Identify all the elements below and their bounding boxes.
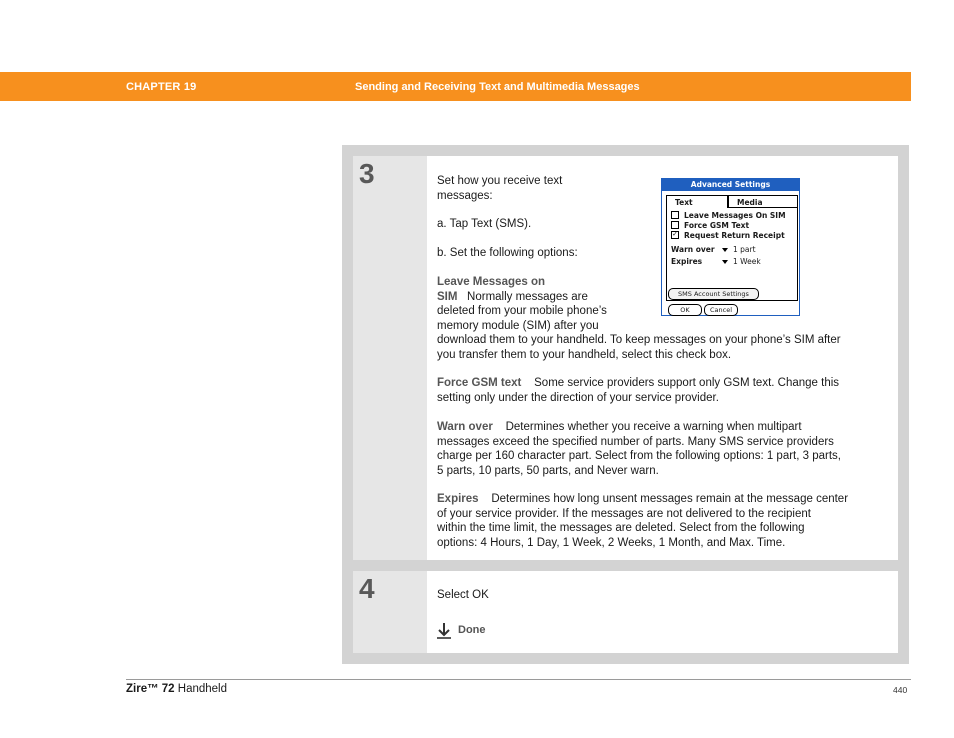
checkbox-return-receipt: ✓ Request Return Receipt <box>672 230 785 240</box>
checkbox-icon <box>671 221 679 229</box>
step-4-text: Select OK <box>437 589 489 601</box>
ok-button: OK <box>668 304 702 316</box>
step-number-column <box>353 156 427 560</box>
step-4 <box>353 571 898 653</box>
chapter-number: CHAPTER 19 <box>126 81 197 93</box>
step-number: 3 <box>359 158 375 189</box>
warn-over-label: Warn over <box>671 245 715 254</box>
force-gsm-option: Force GSM text Some service providers support only GSM text. Change this setting only under the direction of your service provider. <box>437 377 840 404</box>
checkbox-force-gsm: Force GSM Text <box>671 221 749 230</box>
step-3-intro: Set how you receive text messages: <box>437 175 563 202</box>
checkbox-leave-messages: Leave Messages On SIM <box>671 211 786 220</box>
step-number: 4 <box>359 573 375 604</box>
dropdown-arrow-icon <box>722 248 728 252</box>
dropdown-arrow-icon <box>722 260 728 264</box>
step-3-b: b. Set the following options: <box>437 247 578 259</box>
chapter-title: Sending and Receiving Text and Multimedia Messages <box>355 81 640 93</box>
done-label: Done <box>458 624 486 636</box>
footer-divider <box>126 679 911 680</box>
checkbox-checked-icon: ✓ <box>672 230 678 238</box>
option-term: Force GSM text <box>437 377 522 389</box>
expires-option: Expires Determines how long unsent messages remain at the message center of your service provider. If the messages are not delivered to the recipient within the time limit, the messages are deleted. Select from the following options: 4 Hours, 1 Day, 1 Week, 2 Weeks, 1 Month, and Max. Time. <box>437 493 849 549</box>
expires-label: Expires <box>671 257 703 266</box>
option-term: Expires <box>437 493 479 505</box>
page-number: 440 <box>893 685 908 695</box>
cancel-button: Cancel <box>704 304 738 316</box>
warn-over-value: 1 part <box>722 245 756 254</box>
down-arrow-icon <box>436 622 452 639</box>
checkbox-icon <box>671 211 679 219</box>
tab-text: Text <box>666 195 728 208</box>
step-3-a: a. Tap Text (SMS). <box>437 218 532 230</box>
warn-over-option: Warn over Determines whether you receive a warning when multipart messages exceed the specified number of parts. Many SMS service providers charge per 160 character part. Select from the following options: 1 part, 3 parts, 5 parts, 10 parts, 50 parts, and Never warn. <box>437 421 841 477</box>
footer-product: Zire™ 72 Handheld <box>126 683 228 695</box>
option-term: Warn over <box>437 421 493 433</box>
sms-account-settings-button: SMS Account Settings <box>668 288 759 300</box>
tab-media: Media <box>728 195 798 208</box>
step-number-column <box>353 571 427 653</box>
option-term: Leave Messages on <box>437 276 546 288</box>
screen-title: Advanced Settings <box>662 179 799 191</box>
leave-messages-option: Leave Messages on SIM Normally messages are deleted from your mobile phone’s memory module (SIM) after you download them to your handheld. To keep messages on your phone’s SIM after you transfer them to your handheld, select this check box. <box>437 276 841 361</box>
chapter-header <box>0 72 911 101</box>
advanced-settings-screenshot <box>661 178 800 316</box>
option-term: SIM <box>437 290 458 303</box>
expires-value: 1 Week <box>722 257 761 266</box>
